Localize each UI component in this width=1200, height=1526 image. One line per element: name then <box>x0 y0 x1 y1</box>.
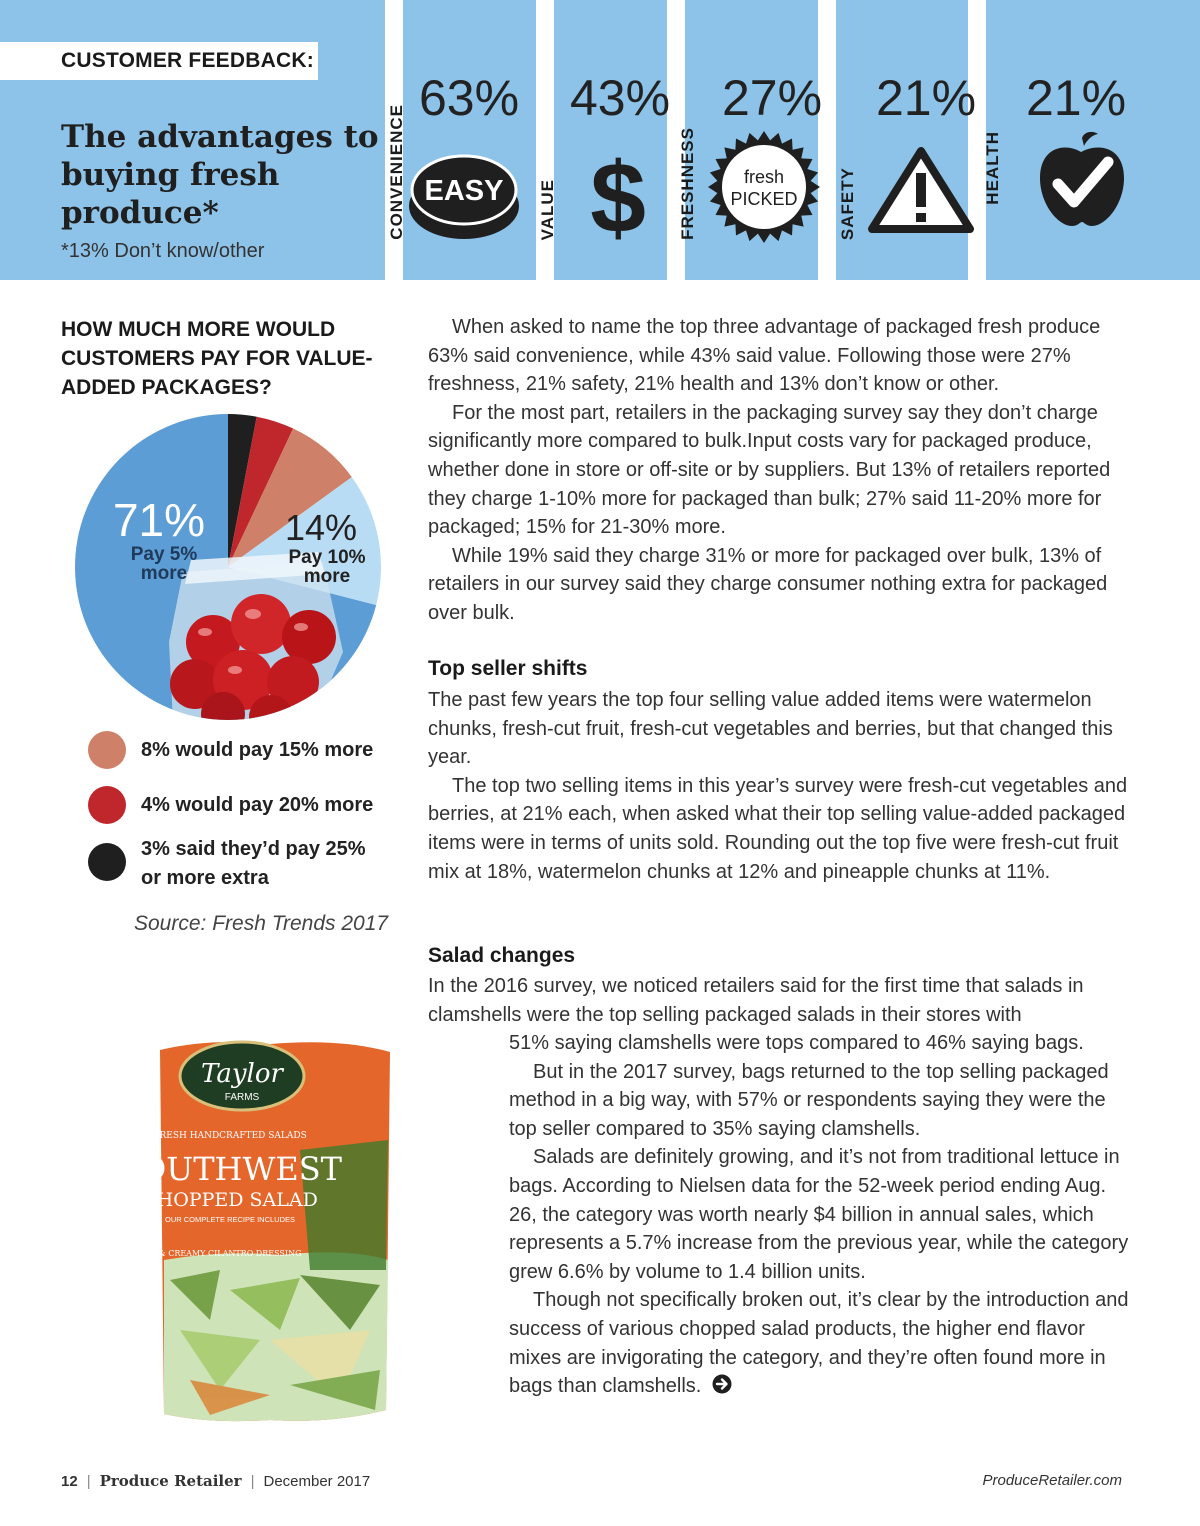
legend-text: 8% would pay 15% more <box>141 739 374 761</box>
pie-label-71-pct: 71% <box>112 494 206 546</box>
stat-safety <box>818 0 977 280</box>
footer-left: 12 | Produce Retailer | December 2017 <box>61 1472 371 1490</box>
seal-text-fresh: fresh <box>743 167 785 187</box>
article-top-seller <box>428 686 1128 886</box>
apple-check-icon <box>1034 130 1129 234</box>
seal-text-picked: PICKED <box>730 189 798 209</box>
article-salad-lead <box>428 972 1128 1029</box>
stat-freshness <box>667 0 823 280</box>
stat-label: FRESHNESS <box>678 127 697 240</box>
legend-item <box>88 838 391 893</box>
bag-name1: SOUTHWEST <box>118 1150 342 1188</box>
paragraph: The top two selling items in this year’s survey were fresh-cut vegetables and berries, at 21% each, when asked what their top selling value-added packaged items were in terms of units sold. Rounding out the top five were fresh-cut fruit mix at 18%, watermelon chunks at 12% and pineapple chunks at 11%. <box>428 774 1128 883</box>
fresh-picked-seal-icon <box>707 130 821 248</box>
legend-text: 3% said they’d pay 25% or more extra <box>141 838 366 889</box>
salad-bag-photo <box>118 1030 400 1430</box>
stat-label: VALUE <box>538 178 557 240</box>
legend-item <box>88 731 373 769</box>
pie-label-14-pct: 14% <box>284 507 358 548</box>
footer-website: ProduceRetailer.com <box>982 1472 1122 1489</box>
stat-percent: 21% <box>1026 70 1127 126</box>
legend-swatch <box>88 731 126 769</box>
bag-name2: CHOPPED SALAD <box>142 1189 318 1211</box>
pie-label-71-text2: more <box>140 563 188 584</box>
infographic-title: The advantages to buying fresh produce* <box>61 119 379 231</box>
section-label: CUSTOMER FEEDBACK: <box>0 42 318 80</box>
chart-source: Source: Fresh Trends 2017 <box>134 912 389 935</box>
magazine-name: Produce Retailer <box>99 1472 242 1490</box>
subheading-salad: Salad changes <box>428 944 576 967</box>
header-band <box>0 0 1200 280</box>
stat-convenience <box>385 0 536 280</box>
article-intro <box>428 313 1128 628</box>
paragraph: When asked to name the top three advantage of packaged fresh produce 63% said convenience, while 43% said value. Following those were 27% freshness, 21% safety, 21% health and 13% don’t know or other. <box>428 316 1101 396</box>
pie-label-71-text1: Pay 5% <box>130 544 198 565</box>
bag-brand-sub: FARMS <box>224 1092 260 1103</box>
paragraph: But in the 2017 survey, bags returned to the top selling packaged method in a big way, with 57% or respondents saying they were the top seller compared to 35% saying clamshells. <box>509 1060 1109 1140</box>
paragraph: For the most part, retailers in the packaging survey say they don’t charge significantly more compared to bulk.Input costs vary for packaged produce, whether done in store or off-site or by suppliers. But 13% of retailers reported they charge 1-10% more for packaged than bulk; 27% said 11-20% more for packaged; 15% for 21-30% more. <box>428 401 1111 539</box>
stat-percent: 21% <box>876 70 977 126</box>
continue-arrow-icon <box>712 1374 732 1394</box>
pie-label-14-text1: Pay 10% <box>288 547 366 568</box>
stat-percent: 43% <box>570 70 671 126</box>
dollar-sign-icon <box>588 140 648 254</box>
stat-label: HEALTH <box>983 131 1002 205</box>
legend-text: 4% would pay 20% more <box>141 794 374 816</box>
stat-health <box>968 0 1200 280</box>
stat-label: CONVENIENCE <box>387 104 406 240</box>
paragraph: 51% saying clamshells were tops compared to 46% saying bags. <box>509 1032 1084 1054</box>
stat-label: SAFETY <box>838 166 857 240</box>
paragraph: In the 2016 survey, we noticed retailers said for the first time that salads in clamshells were the top selling packaged salads in their stores with <box>428 975 1084 1026</box>
legend-swatch <box>88 786 126 824</box>
bag-tagline: FRESH HANDCRAFTED SALADS <box>153 1131 307 1141</box>
easy-button-icon <box>407 148 522 247</box>
easy-text: EASY <box>424 175 504 207</box>
bag-recipe: OUR COMPLETE RECIPE INCLUDES <box>164 1215 296 1224</box>
stat-value <box>536 0 671 280</box>
stat-percent: 63% <box>419 70 520 126</box>
legend-swatch <box>88 843 126 881</box>
dollar-text: $ <box>590 142 646 254</box>
page-number: 12 <box>61 1473 78 1490</box>
issue-date: December 2017 <box>263 1473 371 1490</box>
subheading-top-seller: Top seller shifts <box>428 657 588 680</box>
pay-section-title: HOW MUCH MORE WOULD CUSTOMERS PAY FOR VALUE-ADDED PACKAGES? <box>61 318 373 399</box>
article-salad-rest <box>509 1029 1129 1401</box>
paragraph: Though not specifically broken out, it’s clear by the introduction and success of various chopped salad products, the higher end flavor mixes are invigorating the category, and they’re often found more in bags than clamshells. <box>509 1289 1129 1398</box>
stat-percent: 27% <box>722 70 823 126</box>
bag-brand: Taylor <box>201 1059 283 1089</box>
pay-more-pie-chart <box>73 412 383 722</box>
paragraph: Salads are definitely growing, and it’s not from traditional lettuce in bags. According to Nielsen data for the 52-week period ending Aug. 26, the category was worth nearly $4 billion in annual sales, which represents a 5.7% increase from the previous year, while the category grew 6.6% by volume to 1.4 billion units. <box>509 1146 1129 1283</box>
infographic-footnote: *13% Don’t know/other <box>61 240 265 262</box>
legend-item <box>88 786 373 824</box>
paragraph: While 19% said they charge 31% or more for packaged over bulk, 13% of retailers in our survey said they charge consumer nothing extra for packaged over bulk. <box>428 544 1108 624</box>
paragraph: The past few years the top four selling value added items were watermelon chunks, fresh-cut fruit, fresh-cut vegetables and berries, but that changed this year. <box>428 689 1113 769</box>
warning-triangle-icon <box>866 145 976 239</box>
bag-dressing: & CREAMY CILANTRO DRESSING <box>158 1249 302 1258</box>
pie-label-14-text2: more <box>303 566 351 587</box>
